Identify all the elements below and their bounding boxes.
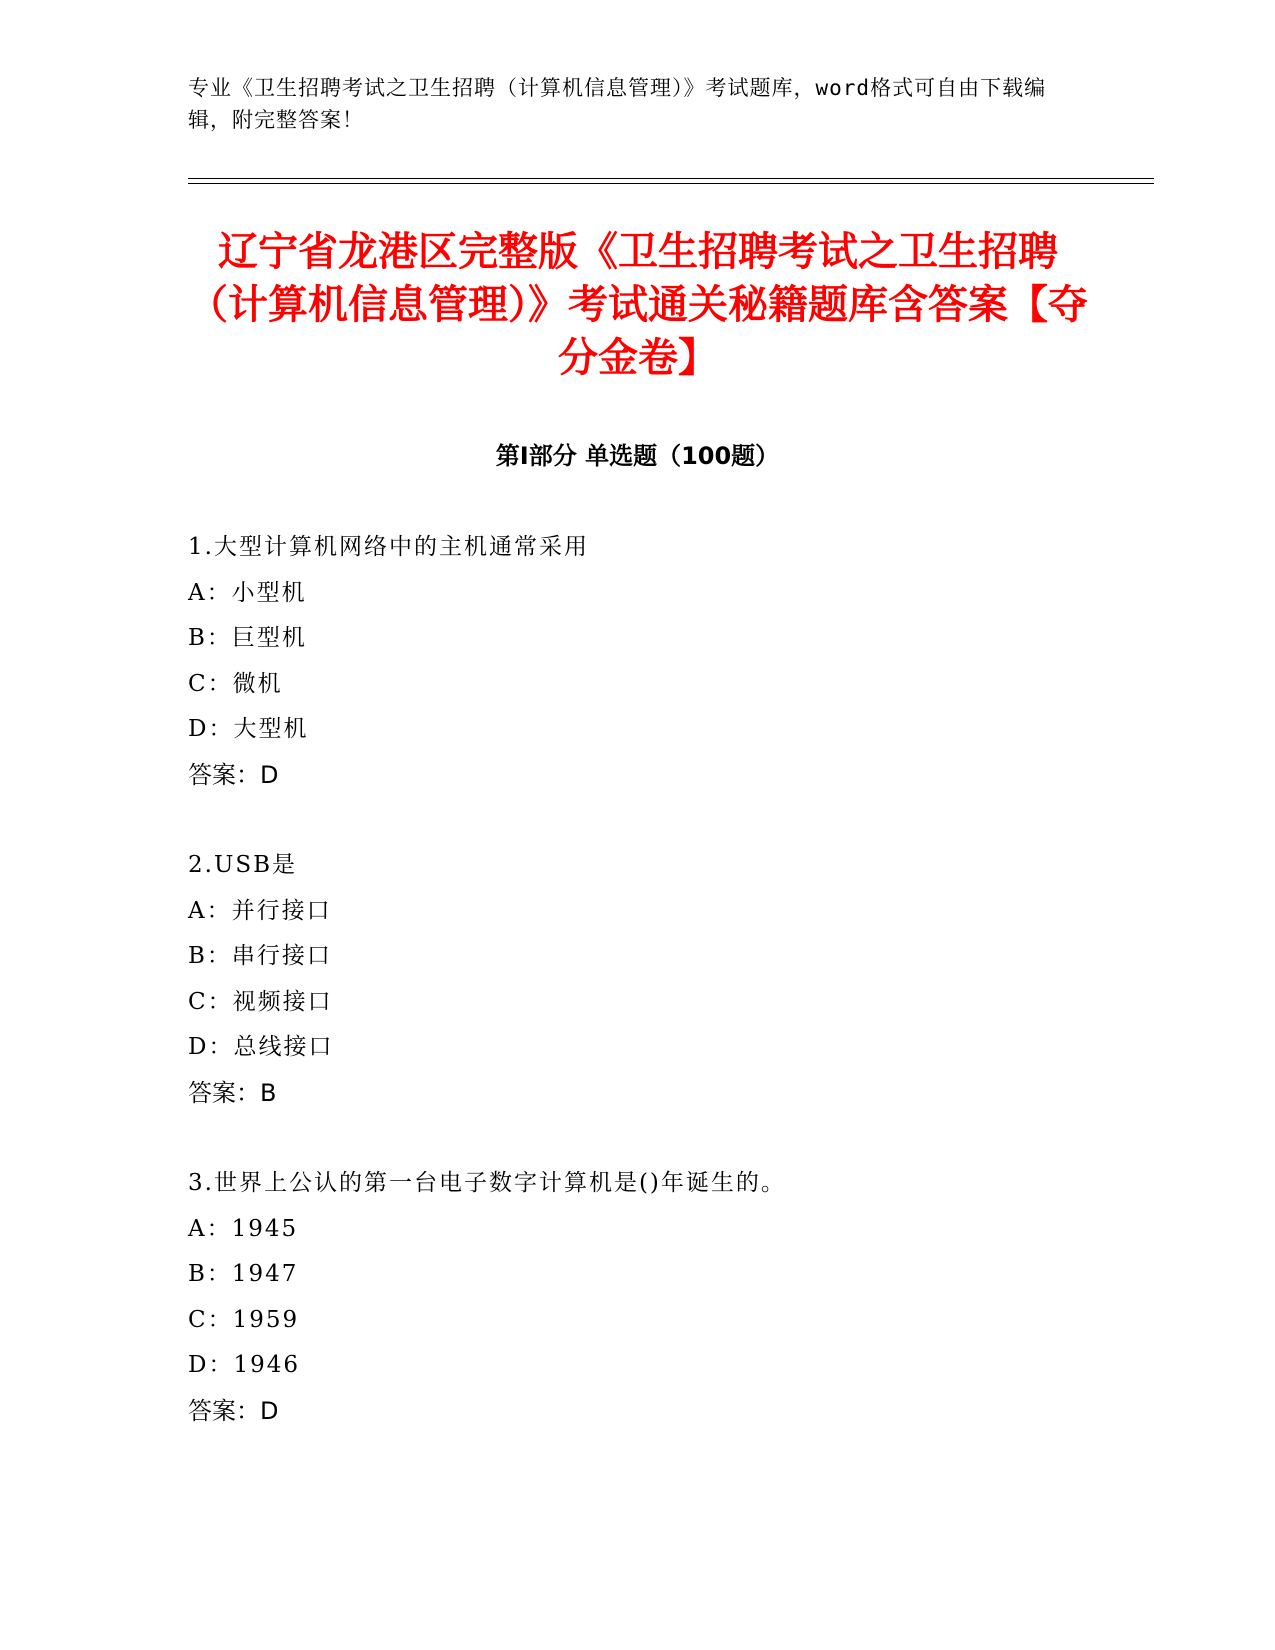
option-c: C：视频接口	[188, 988, 333, 1015]
option-b: B：1947	[188, 1261, 299, 1287]
question-stem: 1.大型计算机网络中的主机通常采用	[188, 534, 589, 560]
option-d: D：大型机	[188, 716, 309, 742]
option-c: C：微机	[188, 670, 283, 697]
question-stem: 3.世界上公认的第一台电子数字计算机是()年诞生的。	[188, 1170, 786, 1196]
answer-line: 答案：D	[188, 1396, 279, 1425]
option-a: A：并行接口	[188, 897, 332, 924]
question-block	[188, 1161, 1088, 1434]
option-a: A：1945	[188, 1215, 299, 1242]
header-rule-top	[188, 178, 1154, 179]
option-d: D：1946	[188, 1352, 300, 1378]
question-stem: 2.USB是	[188, 852, 297, 878]
header-rule-bottom	[188, 183, 1154, 184]
document-title: 辽宁省龙港区完整版《卫生招聘考试之卫生招聘（计算机信息管理）》考试通关秘籍题库含答案【夺分金卷】	[188, 229, 1088, 381]
question-block	[188, 525, 1088, 798]
question-block	[188, 843, 1088, 1116]
option-c: C：1959	[188, 1306, 300, 1333]
option-a: A：小型机	[188, 579, 307, 606]
section-heading: 第Ⅰ部分 单选题（100题）	[495, 442, 780, 470]
option-d: D：总线接口	[188, 1034, 334, 1060]
option-b: B：巨型机	[188, 625, 307, 651]
header-note: 专业《卫生招聘考试之卫生招聘（计算机信息管理）》考试题库，word格式可自由下载编辑，附完整答案！	[188, 76, 1047, 132]
answer-line: 答案：D	[188, 760, 279, 789]
answer-line: 答案：B	[188, 1078, 277, 1107]
option-b: B：串行接口	[188, 943, 332, 969]
